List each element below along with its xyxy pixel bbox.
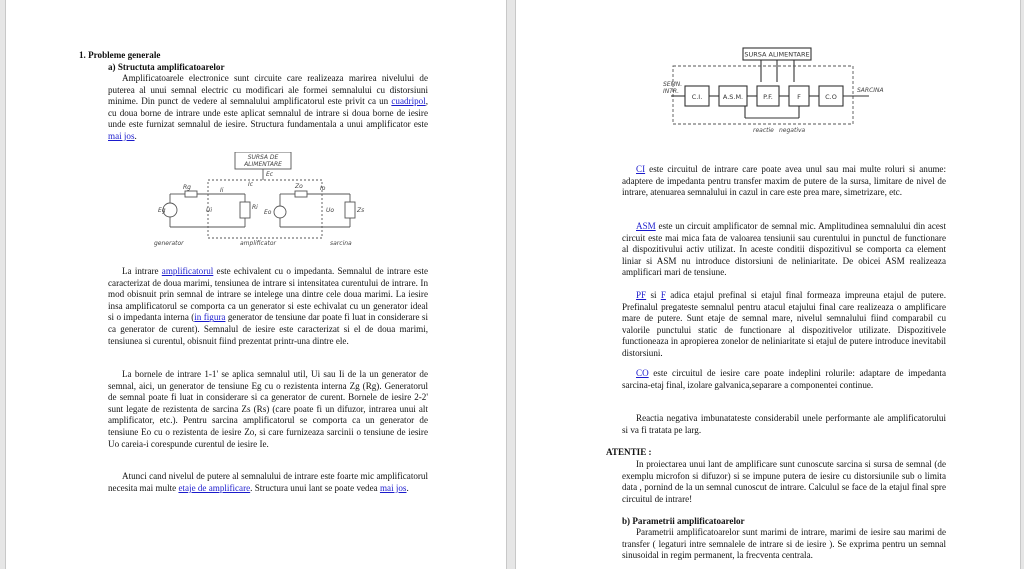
ri-label: Ri <box>252 204 258 211</box>
rg-resistor <box>185 191 197 197</box>
paragraph-asm: ASM este un circuit amplificator de semnal mic. Amplitudinea semnalului din acest circuit este mai mica fata de valoarea tensiunii sau curentului in punctul de functionare al dispozitivului activ utilizat. In aceste conditii dispozitivul se comporta ca element liniar si ASM nu introduce distorsiuni de neliniaritate. De obicei ASM realizeaza amplificari mari de tensiune. <box>622 221 946 278</box>
document-page-2 <box>515 0 1021 569</box>
link-mai-jos-structure[interactable]: mai jos <box>108 130 135 141</box>
supply-label-1: SURSA DE <box>247 154 279 161</box>
input-label-1: SEMN. <box>663 81 683 88</box>
paragraph-input-output: La intrare amplificatorul este echivalent cu o impedanta. Semnalul de intrare este caracterizat de doua marimi, tensiunea de intrare si intensitatea curentului de intrare. In mod obisnuit prin semnal de intrare se intelege una dintre cele doua marimi. La iesire insa amplificatorul se comporta ca un generator si este echivalat cu un generator ideal si o impedanta interna (in figura generator de tensiune dar poate fi luat in considerare si ca generator de curent). Semnalul de iesire este caracterizat si el de doua marimi, tensiunea si curentul, obisnuit fiind prezentat printr-una dintre ele. <box>108 266 429 346</box>
feedback-label-2: negativa <box>779 127 806 134</box>
zs-label: Zs <box>357 207 365 214</box>
block-asm-label: A.S.M. <box>722 93 744 101</box>
uo-label: Uo <box>326 207 335 214</box>
link-in-figura[interactable]: in figura <box>194 312 226 323</box>
link-f[interactable]: F <box>660 290 666 300</box>
paragraph-reactie: Reactia negativa imbunatateste considerabil unele performante ale amplificatorului si va fi tratata pe larg. <box>622 413 946 435</box>
ri-resistor <box>240 202 250 218</box>
generator-caption: generator <box>154 240 184 247</box>
eo-source <box>274 206 286 218</box>
block-co-label: C.O <box>825 93 837 101</box>
paragraph-co: CO este circuitul de iesire care poate indeplini rolurile: adaptare de impedanta sarcina-etaj final, izolare galvanica,separare a componentei continue. <box>622 368 946 390</box>
params-heading: b) Parametrii amplificatoarelor <box>622 516 745 526</box>
zs-resistor <box>345 202 355 218</box>
io-label: Io <box>320 185 326 192</box>
amplifier-chain-figure <box>661 46 893 142</box>
link-etaje-de-amplificare[interactable]: etaje de amplificare <box>178 482 251 493</box>
link-ci[interactable]: CI <box>636 164 646 174</box>
paragraph-terminals: La bornele de intrare 1-1' se aplica semnalul util, Ui sau Ii de la un generator de semnal, aici, un generator de tensiune Eg cu o rezistenta interna Zg (Rg). Generatorul de semnal poate fi luat in considerare si ca generator de curent. Bornele de iesire 2-2' sunt legate de rezistenta de sarcina Zs (Rs) (care poate fi un difuzor, intrarea unui alt amplificator, etc.). Pentru sarcina amplificatorul se comporta ca un generator de tensiune Eo cu o rezistenta de iesire Zo, si care furnizeaza sarcinii o tensiune de iesire Uo careia-i corespunde curentul de iesire Ie. <box>108 369 428 449</box>
paragraph-ci: CI este circuitul de intrare care poate avea unul sau mai multe roluri si anume: adaptere de impedanta pentru transfer maxim de putere de la sursa, limitare de nivel de intrare, atenuarea semnalului in cazul in care este prea mare, simetrizare, etc. <box>622 164 946 198</box>
block-pf-label: P.F. <box>763 93 773 101</box>
chain-supply-label: SURSA ALIMENTARE <box>744 50 810 59</box>
amplifier-caption: amplificator <box>240 240 277 247</box>
ic-label: Ic <box>248 181 254 188</box>
input-label-2: INTR. <box>663 88 679 95</box>
link-mai-jos-chain[interactable]: mai jos <box>379 482 407 493</box>
block-ci-label: C.I. <box>691 93 703 101</box>
subsection-heading: a) Structuta amplificatoarelor <box>108 62 225 72</box>
ii-label: Ii <box>220 187 224 194</box>
section-heading: 1. Probleme generale <box>79 50 161 60</box>
amplifier-equivalent-circuit-figure <box>150 152 372 250</box>
paragraph-pf-f: PF si F adica etajul prefinal si etajul final formeaza impreuna etajul de putere. Prefinalul pregateste semnalul pentru atacul etajului final care realizeaza o amplificare mare de putere. Sunt etaje de semnal mare, nivelul semnalului fiind comparabil cu valorile punctului static de functionare al dispozitivelor utilizate. Dispozitivele functioneaza in apropierea zonelor de neliniaritate si etajul de putere introduce inevitabil distorsiuni. <box>622 290 946 358</box>
ui-label: Ui <box>206 207 213 214</box>
link-asm[interactable]: ASM <box>636 221 656 231</box>
eg-label: Eg <box>158 207 166 214</box>
zo-label: Zo <box>295 183 303 190</box>
link-pf[interactable]: PF <box>636 290 647 300</box>
paragraph-stages: Atunci cand nivelul de putere al semnalului de intrare este foarte mic amplificatorul necesita mai multe etaje de amplificare. Structura unui lant se poate vedea mai jos. <box>108 471 428 493</box>
output-label: SARCINA <box>857 87 884 94</box>
ec-label: Ec <box>266 171 274 178</box>
link-amplificatorul[interactable]: amplificatorul <box>161 266 214 276</box>
paragraph-params: Parametrii amplificatoarelor sunt marimi de intrare, marimi de iesire sau marimi de transfer ( legaturi intre semnalele de intrare si de iesire ). Se exprima pentru un semnal sinusoidal in regim permanent, la frecventa centrala. <box>622 527 946 561</box>
link-co[interactable]: CO <box>636 368 649 378</box>
atentie-heading: ATENTIE : <box>606 447 652 457</box>
load-caption: sarcina <box>330 240 352 247</box>
paragraph-structure: Amplificatoarele electronice sunt circuite care realizeaza marirea nivelului de puterea al unui semnal electric cu modificari ale formei semnalului cu distorsiuni minime. Din punct de vedere al semnalului amplificatorul este privit ca un cuadripol, cu doua borne de intrare unde este aplicat semnalul de intrare si doua borne de iesire unde este furnizat semnalul de iesire. Structura fundamentala a unui amplificator este mai jos. <box>108 73 428 141</box>
paragraph-atentie: In proiectarea unui lant de amplificare sunt cunoscute sarcina si sursa de semnal (de exemplu microfon si difuzor) si se impune putera de iesire cu distorsiunile sub o limita data , pornind de la un semnal cunoscut de intrare. Calculul se face de la etajul final spre circuitul de intrare! <box>622 459 946 504</box>
eo-label: Eo <box>264 209 272 216</box>
zo-resistor <box>295 191 307 197</box>
link-cuadripol[interactable]: cuadripol <box>391 96 426 107</box>
feedback-label-1: reactie <box>753 127 774 134</box>
document-page-1 <box>5 0 507 569</box>
rg-label: Rg <box>183 184 191 191</box>
supply-label-2: ALIMENTARE <box>244 161 282 168</box>
block-f-label: F <box>797 93 801 101</box>
